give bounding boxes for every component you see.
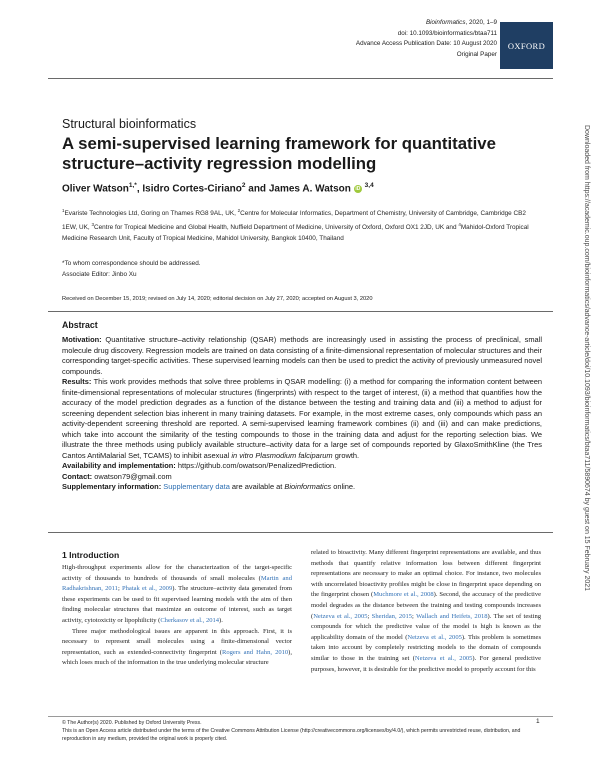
author-2[interactable]: Isidro Cortes-Ciriano [142,183,242,195]
intro-paragraph-1 [62,563,292,627]
affil-text: Centre for Tropical Medicine and Global Health, Nuffield Department of Medicine, University of Oxford, Oxford OX1 2JD, UK and [94,223,459,231]
body-text: Three major methodological issues are apparent in this approach. First, it is necessary to represent small molecules using a finite-dimensional vector representation, such as extended-connectivity fingerprint ( [62,627,292,656]
abstract-results [62,377,542,461]
supplementary-journal: Bioinformatics [284,482,332,491]
intro-paragraph-continued [311,548,541,675]
oxford-logo [500,22,553,69]
availability-label: Availability and implementation: [62,461,176,470]
page-number: 1 [536,718,540,725]
abstract-heading: Abstract [62,320,98,330]
availability-url[interactable]: https://github.com/owatson/PenalizedPrediction. [175,461,337,470]
journal-name: Bioinformatics [425,19,466,26]
results-text: This work provides methods that solve three problems in QSAR modelling: (i) a method for comparing the information content between finite-dimensional representations of molecular structures (fingerprints) with respect to the target of interest, (ii) a method that quantifies how the accuracy of the model prediction degrades as a function of the distance between the testing and training data and (iii) a method to adjust for screening dependent selection bias inherent in many training datasets. For example, in the most extreme cases, only compounds which pass an activity-dependent screening threshold are reported. A semi-supervised learning framework combines (ii) and (iii) and can make predictions, which take into account the similarity of the testing compounds to those in the training data and adjust for the reporting selection bias. We illustrate the three methods using publicly available structure–activity data for a large set of compounds reported by GlaxoSmithKline (the Tres Cantos AntiMalarial Set, TCAMS) to inhibit asexual [62,377,542,460]
author-3[interactable]: James A. Watson [268,183,351,195]
download-watermark-text: Downloaded from https://academic.oup.com/bioinformatics/advance-article/doi/10.1093/bioinformatics/btaa711/5890674 by guest on 15 February 2021 [583,125,590,592]
intro-right-column [311,548,541,675]
oxford-logo-text: OXFORD [507,40,546,51]
intro-heading: 1 Introduction [62,550,120,560]
author-3-affil: 3,4 [364,182,374,189]
citation-link[interactable]: Netzeva et al., 2005 [313,612,368,620]
citation-link[interactable]: Muchmore et al., 2008 [373,591,434,599]
author-2-affil: 2 [241,182,246,189]
body-text: ; [412,612,417,620]
article-title: A semi-supervised learning framework for quantitative structure–activity regression modelling [62,134,496,173]
motivation-label: Motivation: [62,335,102,344]
received-dates: Received on December 15, 2019; revised on July 14, 2020; editorial decision on July 27, 2020; accepted on August 3, 2020 [62,296,373,302]
supplementary-label: Supplementary information: [62,482,162,491]
citation-link[interactable]: Cherkasov et al., 2014 [160,616,220,624]
abstract-availability [62,461,542,472]
body-text: ). Second, the accuracy of the predictive model degrades as the distance between the training and testing compounds increases ( [311,591,542,620]
body-text: ). This problem is sometimes taken into account by completely restricting models to the domain of compounds similar to those in the training set ( [311,633,542,662]
author-separator: and [245,183,269,195]
abstract-contact [62,472,542,483]
author-1-affil: 1,* [128,182,137,189]
associate-editor: Associate Editor: Jinbo Xu [62,270,137,278]
citation-link[interactable]: Martin and Radhakrishnan, 2011 [62,574,292,593]
citation-link[interactable]: Netzeva et al., 2005 [407,633,462,641]
abstract-bottom-divider [48,532,553,533]
results-italic: in vitro Plasmodium falciparum [231,450,333,460]
advance-access-line: Advance Access Publication Date: 10 August 2020 [355,40,497,47]
journal-citation [277,18,497,29]
results-text-end: growth. [332,450,360,460]
affil-text: Mahidol-Oxford Tropical Medicine Research Unit, Faculty of Tropical Medicine, Mahidol University, Bangkok 10400, Thailand [62,223,529,242]
body-text: ). The set of testing compounds for which the predictive value of the model is high is known as the applicability domain of the model ( [311,612,541,641]
section-label: Structural bioinformatics [62,117,197,131]
contact-label: Contact: [62,471,93,481]
citation-link[interactable]: Wallach and Heifets, 2018 [416,612,488,620]
supplementary-text-end: online. [331,482,356,491]
motivation-text: Quantitative structure–activity relationship (QSAR) methods are increasingly used in assisting the process of preclinical, small molecule drug discovery. Regression models are trained on data consisting of a finite-dimensional representation of molecular structures and their corresponding target-specific activities. These supervised learning models can then be used to predict the activity of previously unmeasured novel compounds. [62,335,542,376]
citation-link[interactable]: Sheridan, 2015 [371,612,413,620]
paper-type: Original Paper [456,50,497,58]
contact-email[interactable]: owatson79@gmail.com [92,471,172,481]
affil-text: Centre for Molecular Informatics, Department of Chemistry, University of Cambridge, Cambridge CB2 1EW, UK, [62,210,526,231]
correspondence-note: *To whom correspondence should be addressed. [62,260,201,267]
download-watermark [579,125,590,720]
abstract-motivation [62,335,542,377]
author-1[interactable]: Oliver Watson [62,183,129,195]
affil-marker: 2 [237,208,241,213]
footer-divider [48,716,553,717]
results-label: Results: [62,377,92,386]
affil-marker: 1 [62,208,65,213]
author-list [62,182,374,194]
author-separator: , [136,183,143,195]
copyright-line: © The Author(s) 2020. Published by Oxford University Press. [62,720,202,726]
body-text: High-throughput experiments allow for the characterization of the target-specific activity of thousands to hundreds of thousands of small molecules ( [62,564,292,582]
body-text: ), which loses much of the information in the true underlying molecular structure [62,648,292,667]
abstract-supplementary [62,482,542,493]
citation-link[interactable]: Netzeva et al., 2005 [414,654,473,662]
affil-marker: 4 [458,221,461,227]
supplementary-text: are available at [229,482,285,491]
footer [62,719,542,743]
citation-link[interactable]: Rogers and Hahn, 2010 [221,648,289,656]
abstract-top-divider [48,311,553,312]
intro-left-column [62,563,292,669]
journal-header [277,18,497,60]
abstract-body [62,335,542,493]
body-text: ). The structure–activity data generated from these experiments can be used to fit supervised learning models with the aim of then finding molecular structures that maximize an outcome of interest, such as target activity, cytotoxicity or lipophilicity ( [62,585,292,624]
license-text: This is an Open Access article distributed under the terms of the Creative Commons Attribution License (http://creativecommons.org/licenses/by/4.0/), which permits unrestricted reuse, distribution, and reproduction in any medium, provided the original work is properly cited. [62,728,521,742]
affil-text: Evariste Technologies Ltd, Goring on Thames RG8 9AL, UK, [64,210,238,218]
body-text: ). For general predictive purposes, however, it is desirable for the predictive model to properly account for this [311,654,541,673]
header-divider [48,78,553,79]
orcid-icon[interactable]: iD [355,185,361,192]
body-text: ). [219,616,223,624]
journal-year-pages: , 2020, 1–9 [465,19,497,26]
body-text: related to bioactivity. Many different fingerprint representations are available, and thus methods that quantify relative information loss between different fingerprint representations are necessary to make an optimal choice. For instance, two molecules with uncorrelated bioactivity profiles might be close in fingerprint space depending on the fingerprint chosen ( [311,549,541,599]
correspondence-block [62,259,542,280]
intro-paragraph-2 [62,627,292,669]
body-text: ; [117,585,122,593]
doi-line[interactable]: doi: 10.1093/bioinformatics/btaa711 [397,29,497,37]
affil-marker: 3 [91,221,94,227]
citation-link[interactable]: Phatak et al., 2009 [122,585,173,593]
supplementary-link[interactable]: Supplementary data [163,482,230,491]
body-text: ; [367,612,372,620]
affiliations [62,206,542,244]
